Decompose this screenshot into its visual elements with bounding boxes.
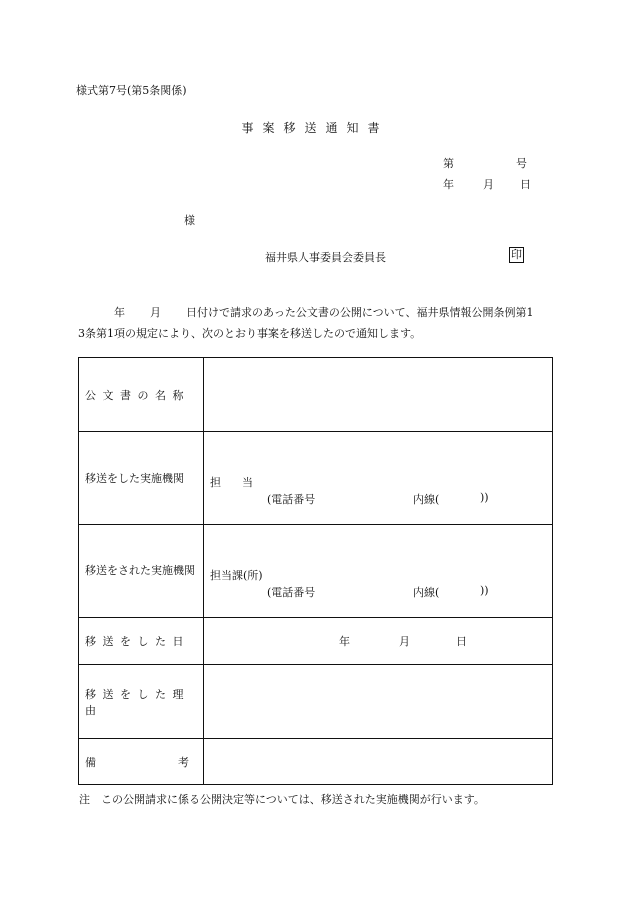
notice-body xyxy=(78,302,556,344)
number-suffix: 号 xyxy=(516,157,527,170)
label-remarks: 備 考 xyxy=(79,739,204,785)
transfer-day: 日 xyxy=(456,635,467,648)
issuer-name: 福井県人事委員会委員長 xyxy=(265,251,386,264)
form-number: 様式第7号(第5条関係) xyxy=(76,84,187,97)
footer-note: 注 この公開請求に係る公開決定等については、移送された実施機関が行います。 xyxy=(79,793,485,806)
seal-mark: 印 xyxy=(511,248,522,261)
document-title: 事案移送通知書 xyxy=(241,121,389,135)
body-month: 月 xyxy=(150,306,161,319)
value-transfer-reason[interactable] xyxy=(204,665,553,739)
transfer-details-table xyxy=(78,357,553,785)
body-line1: 日付けで請求のあった公文書の公開について、福井県情報公開条例第1 xyxy=(186,306,534,319)
body-year: 年 xyxy=(114,306,125,319)
label-transfer-date: 移送をした日 xyxy=(79,618,204,665)
document-date-line xyxy=(443,176,531,192)
contact-label-b: 当 xyxy=(242,476,253,489)
contact-label-a: 担 xyxy=(210,476,221,489)
value-receiving-agency[interactable] xyxy=(204,525,553,618)
contact-section-label: 担当課(所) xyxy=(210,569,263,582)
extension-label-2: 内線( xyxy=(413,586,440,599)
label-receiving-agency: 移送をされた実施機関 xyxy=(79,525,204,618)
extension-label: 内線( xyxy=(413,493,440,506)
value-document-name[interactable] xyxy=(204,358,553,432)
value-transferring-agency[interactable] xyxy=(204,432,553,525)
date-month: 月 xyxy=(483,178,494,191)
label-document-name: 公文書の名称 xyxy=(79,358,204,432)
extension-close: )) xyxy=(480,491,489,504)
body-line2: 3条第1項の規定により、次のとおり事案を移送したので通知します。 xyxy=(78,327,422,340)
transfer-year: 年 xyxy=(339,635,350,648)
phone-label: (電話番号 xyxy=(267,493,316,506)
date-day: 日 xyxy=(520,178,531,191)
extension-close-2: )) xyxy=(480,584,489,597)
phone-label-2: (電話番号 xyxy=(267,586,316,599)
label-transfer-reason: 移送をした理由 xyxy=(79,665,204,739)
value-transfer-date[interactable] xyxy=(204,618,553,665)
document-number-line xyxy=(443,155,527,171)
addressee-honorific: 様 xyxy=(184,214,195,227)
date-year: 年 xyxy=(443,178,454,191)
label-transferring-agency: 移送をした実施機関 xyxy=(79,432,204,525)
value-remarks[interactable] xyxy=(204,739,553,785)
number-prefix: 第 xyxy=(443,157,454,170)
transfer-month: 月 xyxy=(399,635,410,648)
